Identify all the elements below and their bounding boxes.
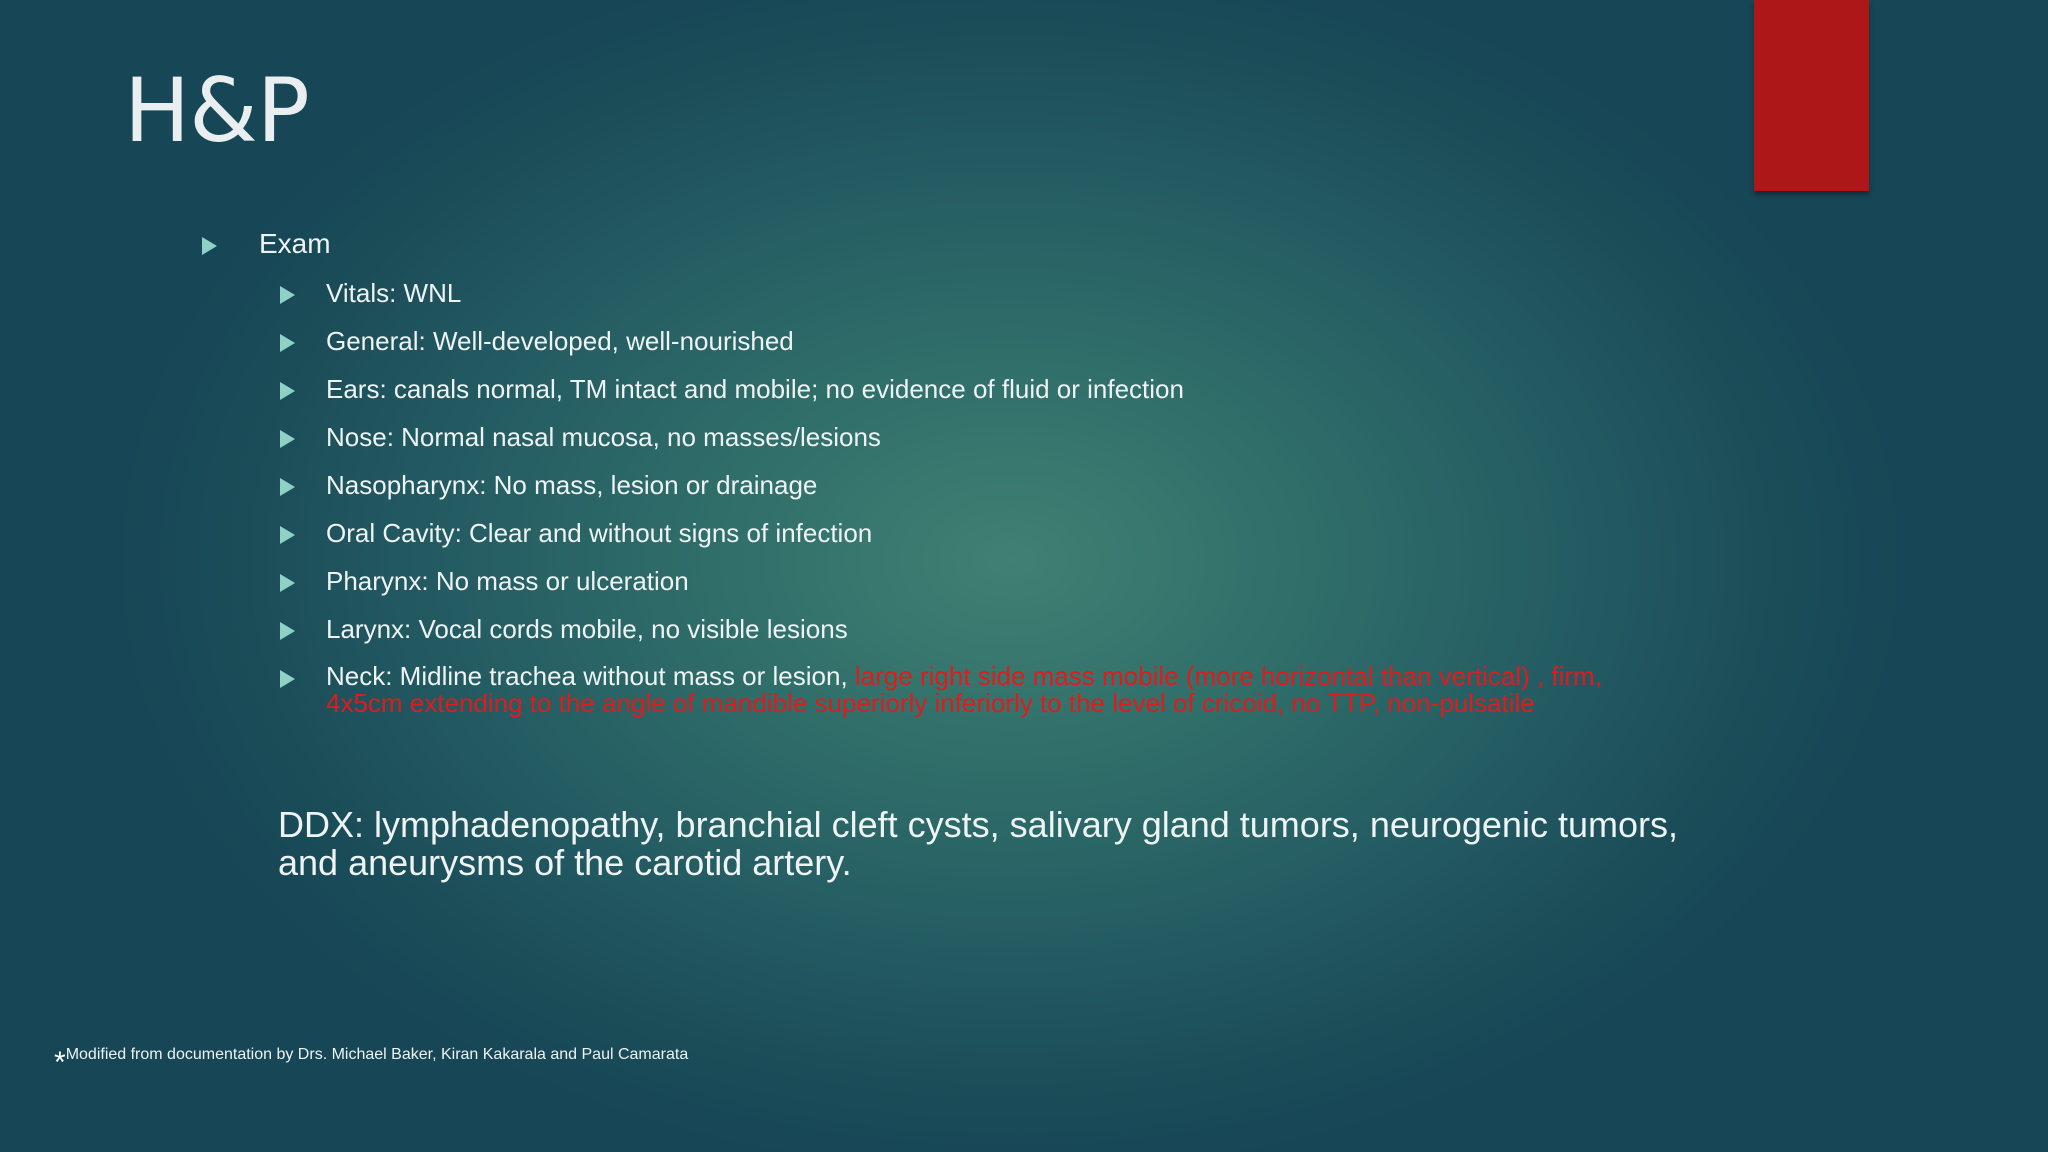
footnote-text: Modified from documentation by Drs. Michael Baker, Kiran Kakarala and Paul Camarata bbox=[65, 1046, 689, 1063]
exam-item-text: Pharynx: No mass or ulceration bbox=[326, 566, 689, 596]
exam-item-text: Nasopharynx: No mass, lesion or drainage bbox=[326, 470, 818, 500]
neck-finding bbox=[326, 663, 1656, 717]
footnote-asterisk: * bbox=[54, 1046, 66, 1079]
exam-heading: Exam bbox=[259, 228, 331, 259]
bullet-arrow-icon bbox=[280, 430, 295, 448]
bullet-arrow-icon bbox=[202, 237, 217, 255]
bullet-arrow-icon bbox=[280, 478, 295, 496]
bullet-arrow-icon bbox=[280, 334, 295, 352]
bullet-arrow-icon bbox=[280, 286, 295, 304]
exam-item-text: General: Well-developed, well-nourished bbox=[326, 326, 794, 356]
slide-title: H&P bbox=[124, 59, 309, 162]
accent-tab bbox=[1754, 0, 1869, 191]
bullet-arrow-icon bbox=[280, 670, 295, 688]
differential-diagnosis: DDX: lymphadenopathy, branchial cleft cysts, salivary gland tumors, neurogenic tumors, and aneurysms of the carotid artery. bbox=[278, 804, 1678, 883]
exam-item-text: Nose: Normal nasal mucosa, no masses/lesions bbox=[326, 422, 881, 452]
exam-item-text: Ears: canals normal, TM intact and mobile; no evidence of fluid or infection bbox=[326, 374, 1184, 404]
footnote bbox=[54, 1046, 688, 1080]
bullet-arrow-icon bbox=[280, 622, 295, 640]
neck-normal-text: Neck: Midline trachea without mass or lesion, bbox=[326, 661, 855, 691]
exam-item-text: Oral Cavity: Clear and without signs of infection bbox=[326, 518, 873, 548]
exam-item-text: Larynx: Vocal cords mobile, no visible lesions bbox=[326, 614, 848, 644]
bullet-arrow-icon bbox=[280, 382, 295, 400]
bullet-arrow-icon bbox=[280, 574, 295, 592]
neck-abnormal-finding: large right side mass mobile (more horizontal than vertical) , firm, 4x5cm extending to the angle of mandible superiorly inferiorly to the level of cricoid, no TTP, non-pulsatile bbox=[326, 661, 1602, 718]
bullet-arrow-icon bbox=[280, 526, 295, 544]
exam-item-text: Vitals: WNL bbox=[326, 278, 462, 308]
